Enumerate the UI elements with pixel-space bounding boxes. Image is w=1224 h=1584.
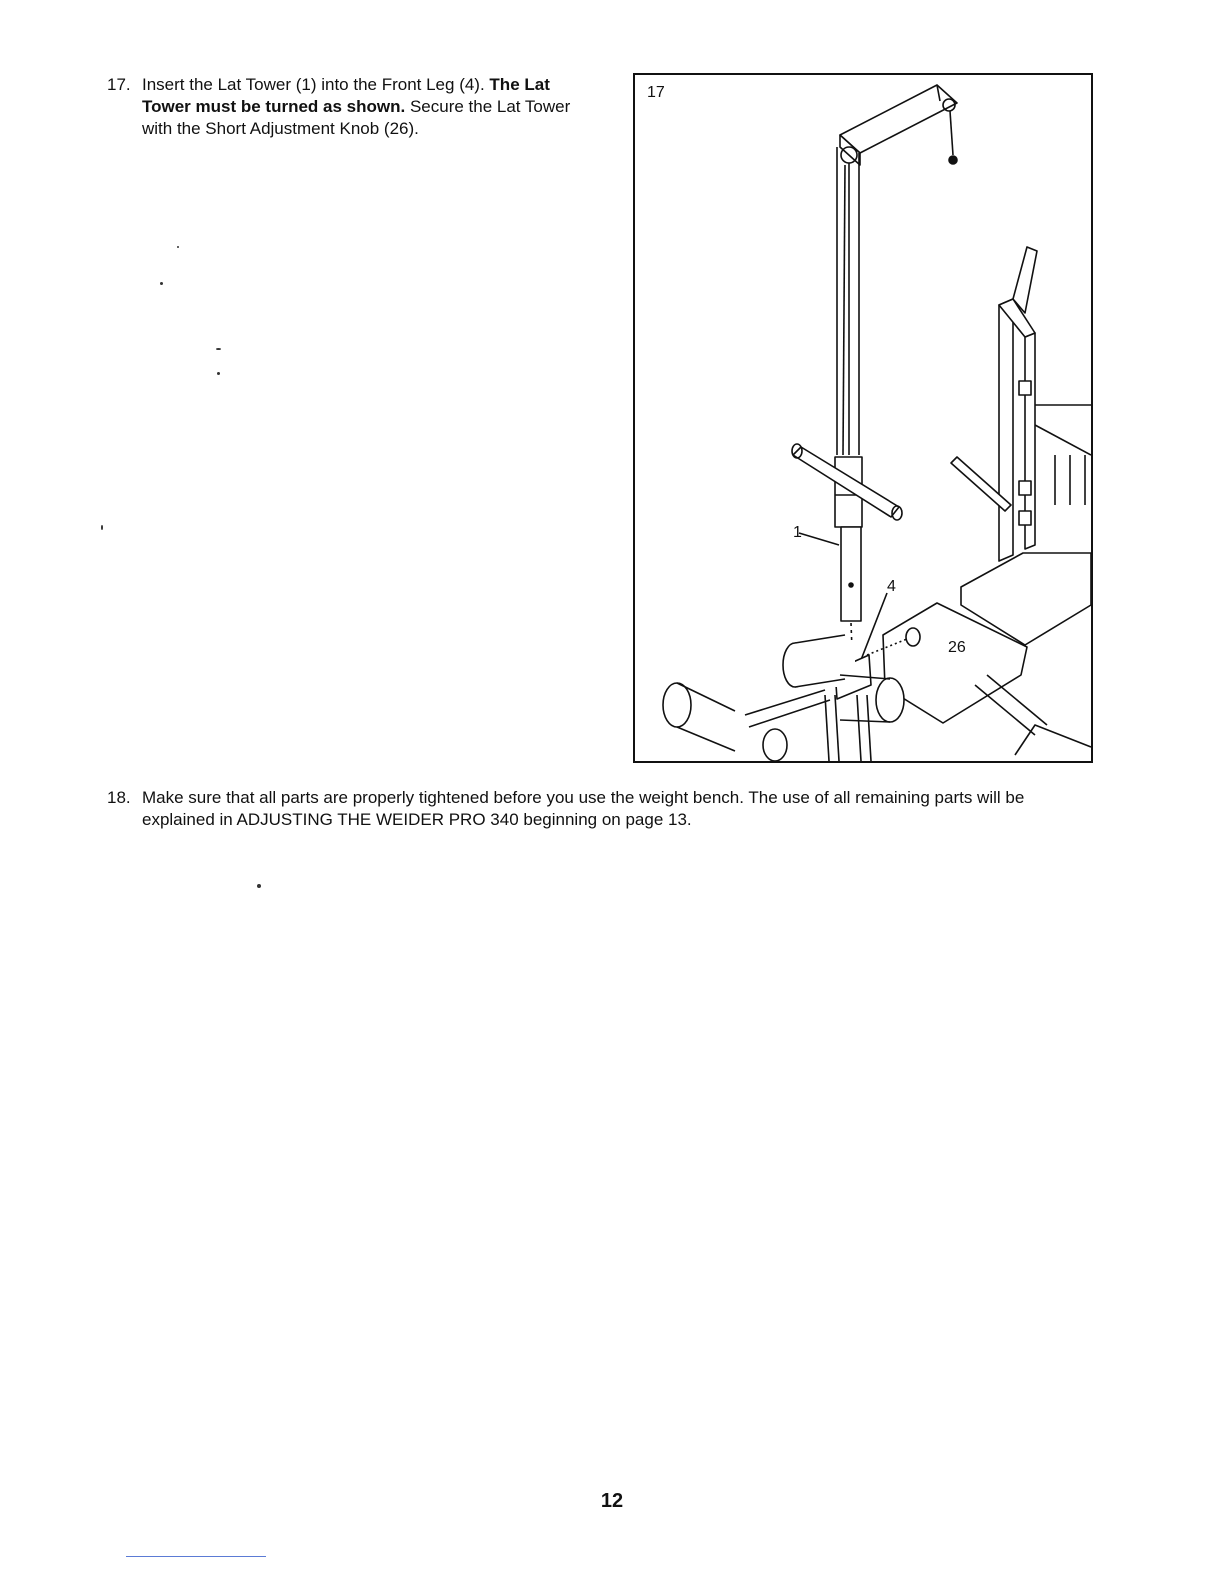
scan-speck — [177, 246, 179, 248]
scan-speck — [216, 348, 221, 350]
figure-number: 17 — [647, 84, 665, 101]
scan-speck — [101, 525, 103, 530]
callout-lat-tower: 1 — [793, 524, 802, 541]
step-text: Make sure that all parts are properly tightened before you use the weight bench. The use of all remaining parts will be explained in ADJUSTING THE WEIDER PRO 340 beginning on page 13. — [142, 788, 1025, 829]
step-number: 17. — [107, 75, 131, 94]
callout-front-leg: 4 — [887, 578, 896, 595]
scan-speck — [160, 282, 163, 285]
page-number: 12 — [600, 1490, 624, 1512]
scan-speck — [257, 884, 261, 888]
scan-speck — [217, 372, 220, 375]
warning-text: The Lat Tower must be turned as shown. — [142, 75, 550, 116]
callout-knob: 26 — [948, 639, 966, 656]
assembly-figure — [633, 73, 1093, 763]
footer-rule — [126, 1556, 266, 1557]
lat-tower-illustration — [635, 75, 1091, 761]
step-text: Insert the Lat Tower (1) into the Front Leg (4). The Lat Tower must be turned as shown. Secure the Lat Tower with the Short Adjustment Knob (26). — [142, 75, 571, 138]
step-number: 18. — [107, 788, 131, 807]
